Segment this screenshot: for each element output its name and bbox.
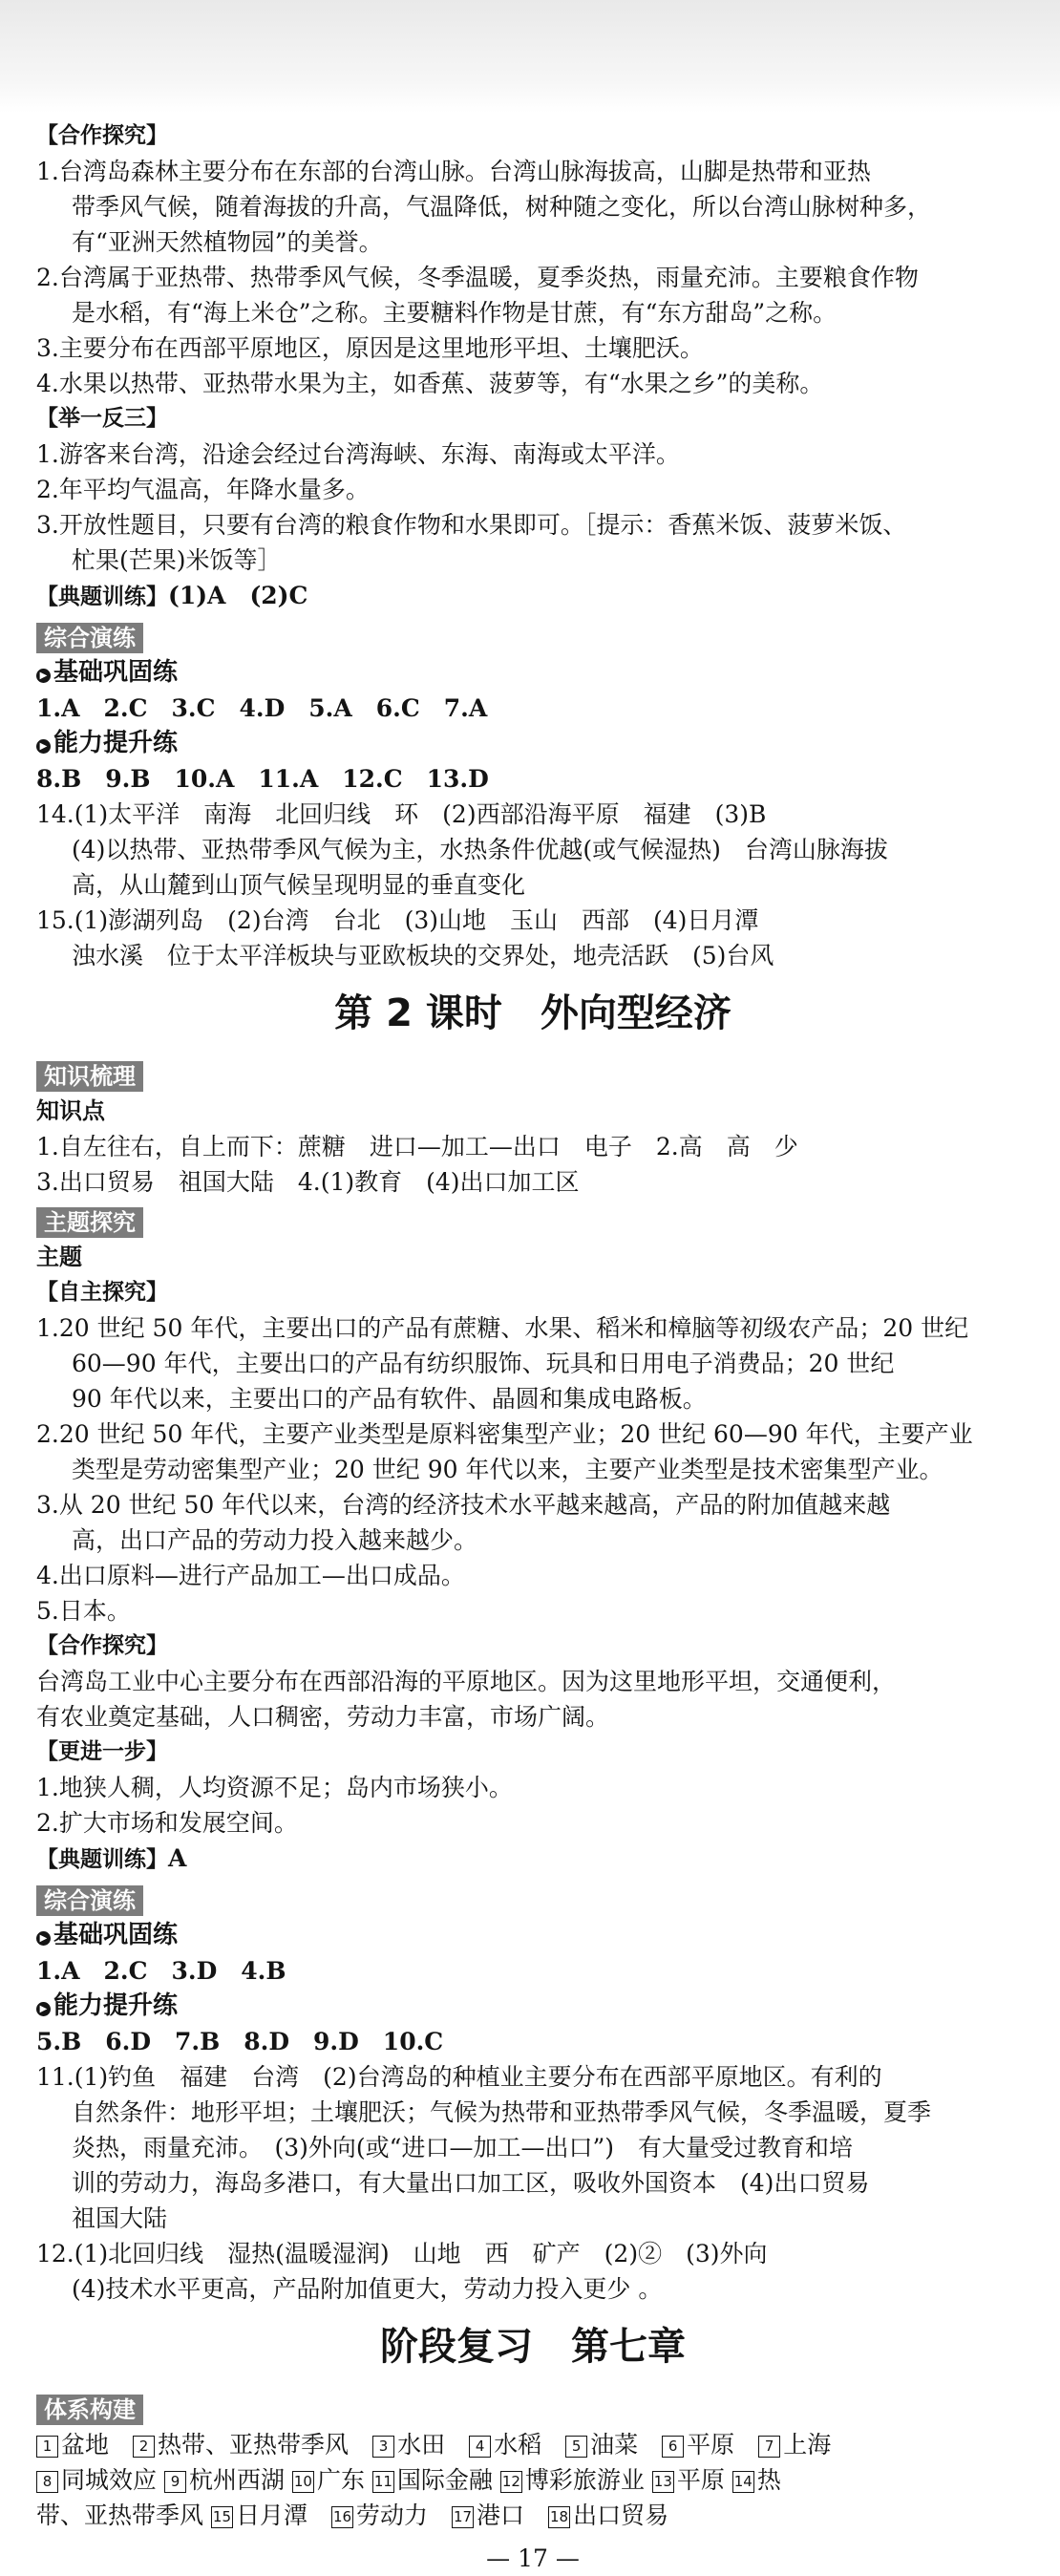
text-line: 14.(1)太平洋 南海 北回归线 环 (2)西部沿海平原 福建 (3)B [36,800,767,828]
text-line: 带季风气候，随着海拔的升高，气温降低，树种随之变化，所以台湾山脉树种多， [72,193,932,221]
text-line: 1.自左往右，自上而下：蔗糖 进口—加工—出口 电子 2.高 高 少 [36,1133,798,1160]
nengli-answers: 5.B 6.D 7.B 8.D 9.D 10.C [36,2028,444,2055]
zhishi-label: 知识梳理 [36,1061,143,1092]
tixi-item: 9 杭州西湖 [164,2466,285,2494]
triangle-icon: ▶ [36,739,51,754]
text-line: 3.主要分布在西部平原地区，原因是这里地形平坦、土壤肥沃。 [36,334,704,362]
nengli-heading: ▶ 能力提升练 [36,1989,1029,2024]
text-line: 是水稻，有“海上米仓”之称。主要糖料作物是甘蔗，有“东方甜岛”之称。 [72,299,837,327]
text-line: 3.开放性题目，只要有台湾的粮食作物和水果即可。［提示：香蕉米饭、菠萝米饭、 [36,511,907,539]
question-14 [36,797,1029,903]
tixi-item: 2 热带、亚热带季风 [133,2431,349,2459]
gengjin-heading: 【更进一步】 [36,1739,168,1764]
text-line: 90 年代以来，主要出口的产品有软件、晶圆和集成电路板。 [72,1385,707,1413]
juyi-block [36,436,1029,578]
tixi-item: 13 平原 [653,2466,725,2494]
text-line: 有农业奠定基础，人口稠密，劳动力丰富，市场广阔。 [36,1703,610,1731]
hezuo-block-1 [36,154,1029,401]
text-line: (4)技术水平更高，产品附加值更大，劳动力投入更少 。 [72,2275,663,2303]
tixi-item: 4 水稻 [469,2431,541,2459]
jichu-heading: ▶ 基础巩固练 [36,1918,1029,1953]
tixi-item: 6 平原 [662,2431,734,2459]
nengli-heading: ▶ 能力提升练 [36,726,1029,761]
question-11 [36,2059,1029,2236]
text-line: 11.(1)钓鱼 福建 台湾 (2)台湾岛的种植业主要分布在西部平原地区。有利的 [36,2063,882,2091]
zhuti-heading: 主题 [36,1244,82,1270]
text-line: 1.台湾岛森林主要分布在东部的台湾山脉。台湾山脉海拔高，山脚是热带和亚热 [36,158,871,185]
tixi-row-2 [36,2462,1029,2498]
text-line: 15.(1)澎湖列岛 (2)台湾 台北 (3)山地 玉山 西部 (4)日月潭 [36,906,759,934]
text-line: 2.年平均气温高，年降水量多。 [36,476,370,503]
dianti-row-2 [36,1841,1029,1878]
zonghe-label: 综合演练 [36,1885,143,1916]
tixi-item: 16 劳动力 [332,2501,429,2529]
zhuti-label: 主题探究 [36,1207,143,1238]
text-line: 高，出口产品的劳动力投入越来越少。 [72,1526,478,1554]
dianti-row-1 [36,578,1029,615]
tixi-item: 10 广东 [293,2466,365,2494]
triangle-icon: ▶ [36,2002,51,2016]
question-12 [36,2236,1029,2307]
triangle-icon: ▶ [36,669,51,683]
text-line: 浊水溪 位于太平洋板块与亚欧板块的交界处，地壳活跃 (5)台风 [72,942,774,969]
text-line: 60—90 年代，主要出口的产品有纺织服饰、玩具和日用电子消费品；20 世纪 [72,1350,895,1377]
text-line: 自然条件：地形平坦；土壤肥沃；气候为热带和亚热带季风气候，冬季温暖，夏季 [72,2098,932,2126]
text-line: 2.20 世纪 50 年代，主要产业类型是原料密集型产业；20 世纪 60—90 年代，主要产业 [36,1420,973,1448]
jichu-answers: 1.A 2.C 3.D 4.B [36,1957,286,1985]
tixi-continuation: 带、亚热带季风 [36,2501,204,2529]
text-line: 有“亚洲天然植物园”的美誉。 [72,228,383,256]
zhishidian-heading: 知识点 [36,1097,105,1124]
zonghe-label: 综合演练 [36,623,143,653]
tixi-row-1 [36,2427,1029,2462]
review-title: 阶段复习 第七章 [380,2325,686,2369]
tixi-item: 12 博彩旅游业 [501,2466,645,2494]
scan-header-band [0,0,1060,113]
question-15 [36,903,1029,973]
page-number: — 17 — [486,2544,580,2572]
hezuo-heading-2: 【合作探究】 [36,1633,168,1658]
text-line: 4.出口原料—进行产品加工—出口成品。 [36,1562,465,1589]
dianti-heading: 【典题训练】 [36,1847,168,1872]
dianti-heading: 【典题训练】 [36,585,168,609]
text-line: 高，从山麓到山顶气候呈现明显的垂直变化 [72,871,526,899]
text-line: 12.(1)北回归线 湿热(温暖湿润) 山地 西 矿产 (2)② (3)外向 [36,2240,768,2267]
tixi-item: 14 热 [733,2466,781,2494]
text-line: 2.台湾属于亚热带、热带季风气候，冬季温暖，夏季炎热，雨量充沛。主要粮食作物 [36,264,919,291]
text-line: 训的劳动力，海岛多港口，有大量出口加工区，吸收外国资本 (4)出口贸易 [72,2169,870,2197]
tixi-item: 3 水田 [372,2431,445,2459]
nengli-answers: 8.B 9.B 10.A 11.A 12.C 13.D [36,765,489,793]
tixi-item: 7 上海 [758,2431,831,2459]
hezuo-heading-1: 【合作探究】 [36,123,168,148]
text-line: 1.地狭人稠，人均资源不足；岛内市场狭小。 [36,1774,513,1801]
tixi-row-3 [36,2498,1029,2533]
text-line: 类型是劳动密集型产业；20 世纪 90 年代以来，主要产业类型是技术密集型产业。 [72,1456,943,1483]
lesson-title: 第 2 课时 外向型经济 [334,991,731,1035]
text-line: 4.水果以热带、亚热带水果为主，如香蕉、菠萝等，有“水果之乡”的美称。 [36,370,824,397]
tixi-item: 17 港口 [453,2501,525,2529]
text-line: (4)以热带、亚热带季风气候为主，水热条件优越(或气候湿热) 台湾山脉海拔 [72,836,888,863]
jichu-heading: ▶ 基础巩固练 [36,655,1029,691]
answer-content [36,118,1029,2576]
text-line: 杧果(芒果)米饭等］ [72,546,282,574]
tixi-item: 1 盆地 [36,2431,109,2459]
jichu-answers: 1.A 2.C 3.C 4.D 5.A 6.C 7.A [36,694,488,722]
text-line: 5.日本。 [36,1597,131,1625]
text-line: 炎热，雨量充沛。 (3)外向(或“进口—加工—出口”) 有大量受过教育和培 [72,2134,853,2161]
tixi-item: 15 日月潭 [212,2501,307,2529]
tixi-item: 18 出口贸易 [550,2501,669,2529]
tixi-item: 8 同城效应 [36,2466,157,2494]
tixi-item: 11 国际金融 [373,2466,493,2494]
triangle-icon: ▶ [36,1931,51,1946]
tixi-label: 体系构建 [36,2395,143,2425]
text-line: 祖国大陆 [72,2204,168,2232]
text-line: 2.扩大市场和发展空间。 [36,1809,298,1837]
text-line: 1.20 世纪 50 年代，主要出口的产品有蔗糖、水果、稻米和樟脑等初级农产品；20 世纪 [36,1314,969,1342]
zizhu-heading: 【自主探究】 [36,1280,168,1305]
dianti-answer: A [168,1844,187,1872]
tixi-item: 5 油菜 [565,2431,638,2459]
text-line: 3.出口贸易 祖国大陆 4.(1)教育 (4)出口加工区 [36,1168,580,1196]
text-line: 1.游客来台湾，沿途会经过台湾海峡、东海、南海或太平洋。 [36,440,680,468]
dianti-answer: (1)A (2)C [168,582,308,609]
text-line: 台湾岛工业中心主要分布在西部沿海的平原地区。因为这里地形平坦，交通便利， [36,1668,897,1695]
text-line: 3.从 20 世纪 50 年代以来，台湾的经济技术水平越来越高，产品的附加值越来越 [36,1491,891,1519]
zizhu-block [36,1310,1029,1629]
juyi-heading: 【举一反三】 [36,406,168,431]
